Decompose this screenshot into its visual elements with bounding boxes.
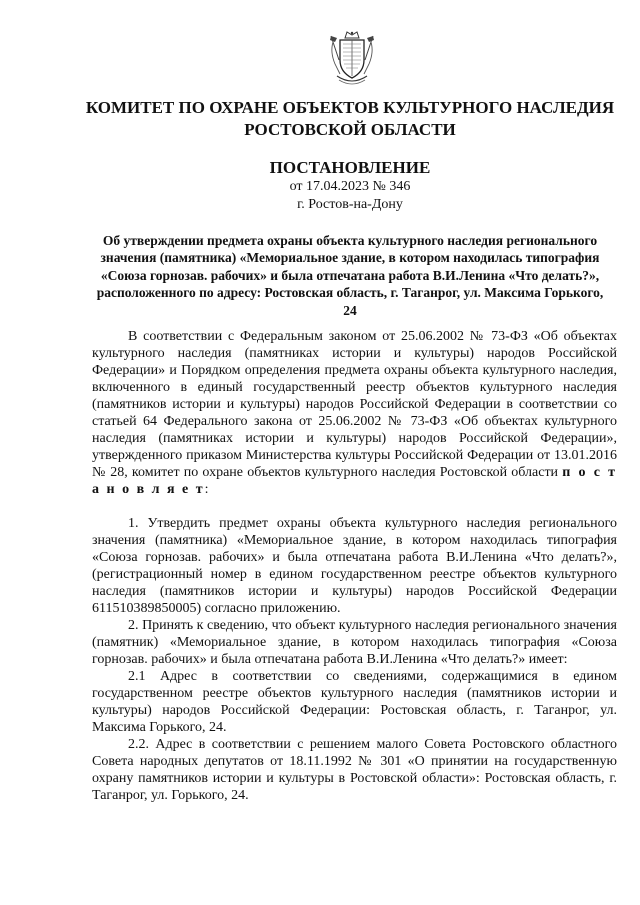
coat-of-arms-icon — [327, 30, 377, 88]
document-date-number: от 17.04.2023 № 346 — [289, 179, 411, 194]
document-body — [92, 328, 617, 804]
preamble-text: В соответствии с Федеральным законом от 25.06.2002 № 73-ФЗ «Об объектах культурного наследия (памятниках истории и культуры) народов Российской Федерации» и Порядком определения предмета охраны объекта культурного наследия, включенного в единый государственный реестр объектов культурного наследия (памятников истории и культуры) народов Российской Федерации в соответствии со статьей 64 Федерального закона от 25.06.2002 № 73-ФЗ «Об объектах культурного наследия (памятниках истории и культуры) народов Российской Федерации», утвержденного приказом Министерства культуры Российской Федерации от 13.01.2016 № 28, комитет по охране объектов культурного наследия Ростовской области — [92, 329, 617, 480]
resolves-word: п о с т а н о в л я е т — [92, 465, 617, 497]
document-place: г. Ростов-на-Дону — [297, 197, 403, 212]
preamble-tail: : — [204, 482, 209, 497]
clause-2-2: 2.2. Адрес в соответствии с решением малого Совета Ростовского областного Совета народных депутатов от 18.11.1992 № 301 «О принятии на государственную охрану памятников истории и культуры в Ростовской области»: Ростовская область, г. Таганрог, ул. Горького, 24. — [92, 737, 617, 803]
preamble-paragraph — [92, 328, 617, 498]
clause-2-1: 2.1 Адрес в соответствии со сведениями, содержащимися в едином государственном реестре объектов культурного наследия (памятников истории и культуры) народов Российской Федерации: Ростовская область, г. Таганрог, ул. Максима Горького, 24. — [92, 669, 617, 735]
document-subject: Об утверждении предмета охраны объекта культурного наследия регионального значения (памятника) «Мемориальное здание, в котором находилась типография «Союза горнозав. рабочих» и была отпечатана работа В.И.Ленина «Что делать?», расположенного по адресу: Ростовская область, г. Таганрог, ул. Максима Горького, 24 — [96, 233, 604, 318]
document-type-title: ПОСТАНОВЛЕНИЕ — [269, 158, 431, 177]
clause-1: 1. Утвердить предмет охраны объекта культурного наследия регионального значения (памятника) «Мемориальное здание, в котором находилась типография «Союза горнозав. рабочих» и была отпечатана работа В.И.Ленина «Что делать?», (регистрационный номер в едином государственном реестре объектов культурного наследия (памятников истории и культуры) народов Российской Федерации 611510389850005) согласно приложению. — [92, 516, 617, 616]
committee-title: КОМИТЕТ ПО ОХРАНЕ ОБЪЕКТОВ КУЛЬТУРНОГО НАСЛЕДИЯ РОСТОВСКОЙ ОБЛАСТИ — [85, 98, 615, 139]
clause-2: 2. Принять к сведению, что объект культурного наследия регионального значения (памятник) «Мемориальное здание, в котором находилась типография «Союза горнозав. рабочих» и была отпечатана работа В.И.Ленина «Что делать?» имеет: — [92, 618, 617, 667]
